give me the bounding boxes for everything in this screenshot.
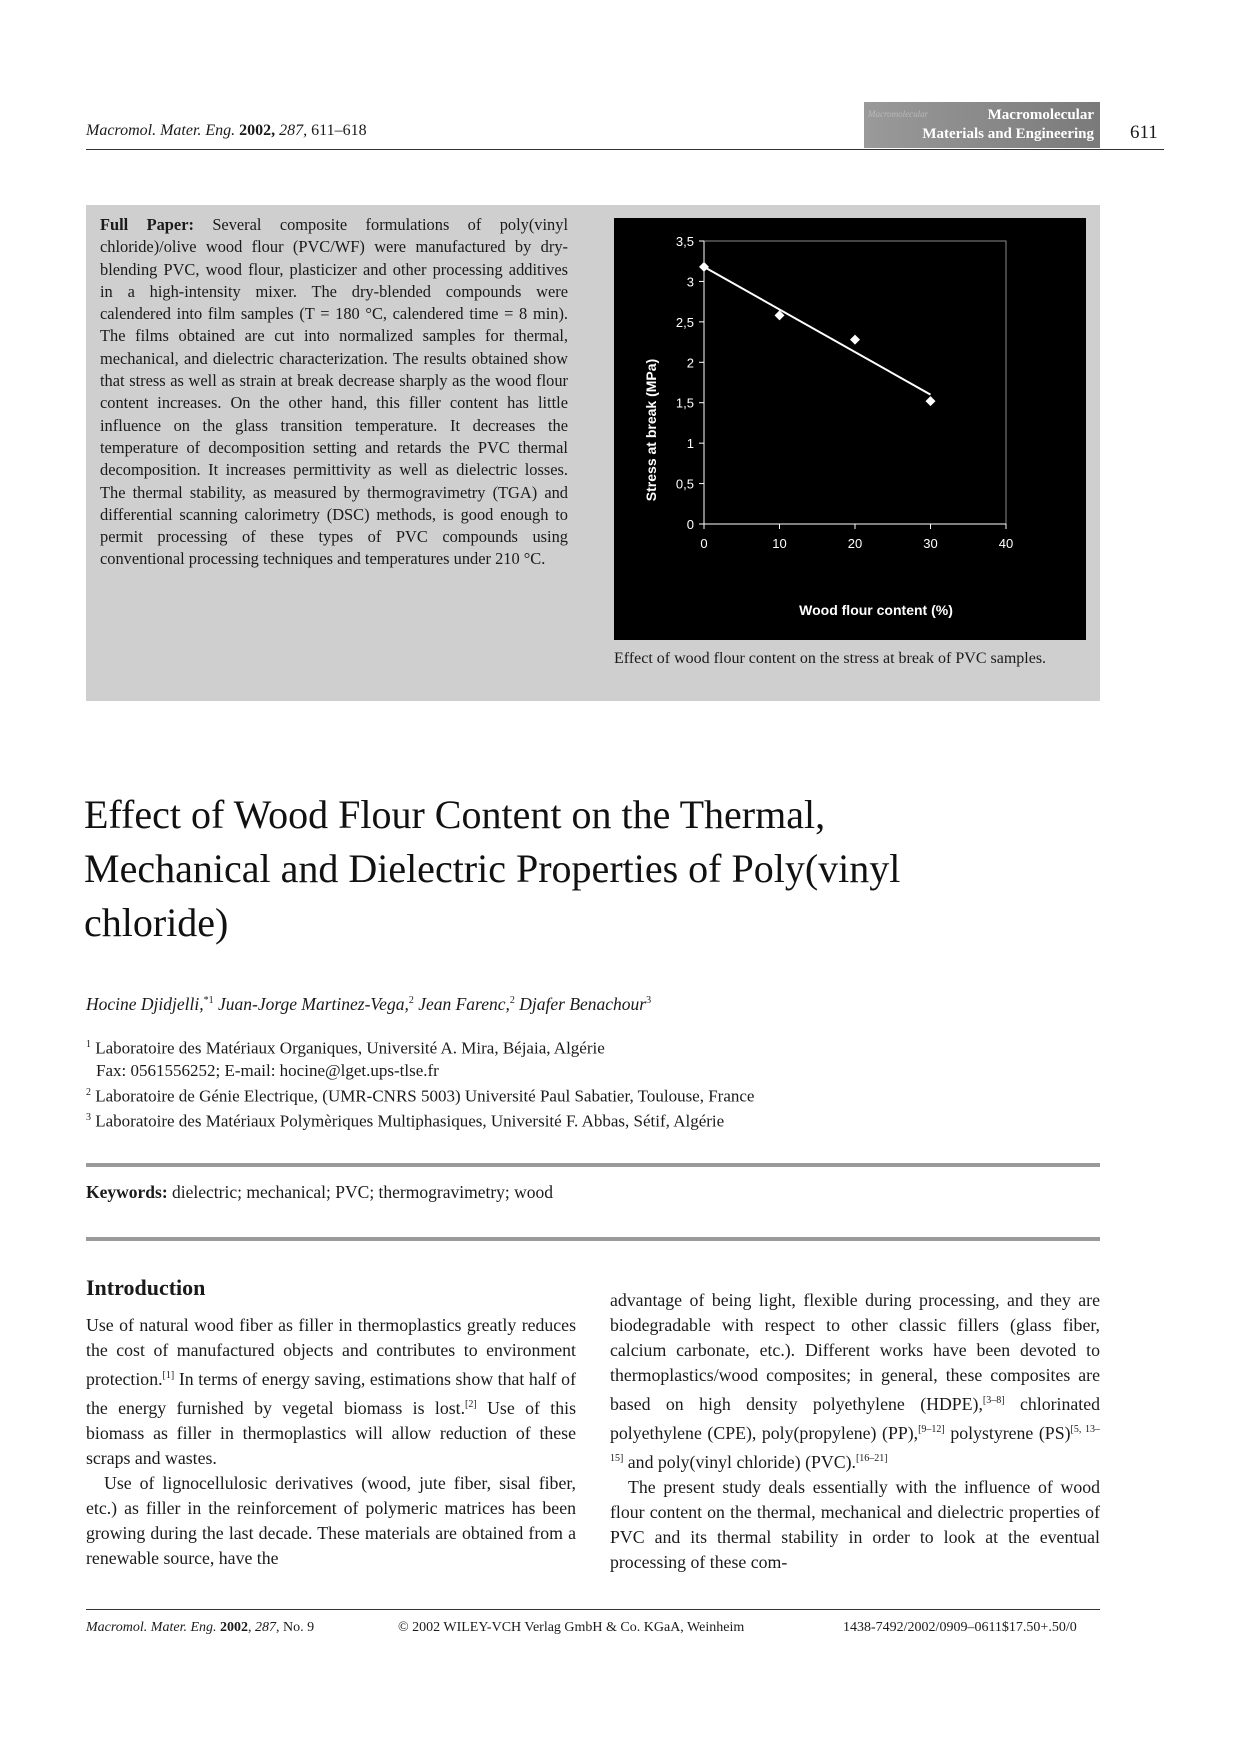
abstract-label: Full Paper: <box>100 215 194 234</box>
journal-name: Macromol. Mater. Eng. <box>86 122 236 139</box>
text-run: polystyrene (PS) <box>944 1422 1071 1443</box>
journal-volume: 287, <box>279 122 308 139</box>
chart-background <box>614 218 1086 640</box>
title-line-1: Effect of Wood Flour Content on the Thermal, <box>84 792 826 837</box>
chart-x-tick-label: 10 <box>772 536 787 551</box>
affiliation-text: Laboratoire des Matériaux Polymèriques Multiphasiques, Université F. Abbas, Sétif, Algérie <box>95 1111 725 1131</box>
chart-x-axis-label: Wood flour content (%) <box>799 602 953 618</box>
introduction-heading: Introduction <box>86 1275 206 1300</box>
author-mark: 2 <box>509 995 515 1007</box>
affiliation-text: Laboratoire des Matériaux Organiques, Université A. Mira, Béjaia, Algérie <box>95 1038 605 1058</box>
chart-y-axis-label: Stress at break (MPa) <box>643 358 659 502</box>
chart-y-tick-label: 3 <box>686 274 694 290</box>
author-mark: *1 <box>203 995 214 1007</box>
keywords-bottom-rule <box>86 1237 1100 1241</box>
abstract-text <box>100 214 568 571</box>
chart-y-tick-label: 2 <box>686 355 694 371</box>
chart-x-tick-label: 30 <box>923 536 938 551</box>
keywords <box>86 1182 553 1203</box>
chart-y-tick-label: 3,5 <box>675 234 694 249</box>
affiliation-mark: 3 <box>86 1112 91 1124</box>
stress-chart <box>614 218 1086 640</box>
right-column <box>610 1288 1100 1575</box>
journal-pages: 611–618 <box>311 122 367 139</box>
chart-y-tick-label: 2,5 <box>675 314 694 330</box>
keywords-top-rule <box>86 1163 1100 1167</box>
footer-volume: 287 <box>255 1620 277 1635</box>
affiliation-line <box>86 1060 754 1082</box>
affiliation-line <box>86 1082 754 1108</box>
page-number: 611 <box>1130 122 1158 143</box>
footer-rule <box>86 1609 1100 1610</box>
chart-y-tick-label: 0,5 <box>675 476 694 492</box>
footer-code: 1438-7492/2002/0909–0611$17.50+.50/0 <box>843 1620 1077 1635</box>
logo-watermark: Macromolecular <box>868 109 929 119</box>
chart-x-tick-label: 0 <box>700 536 708 551</box>
header-rule <box>86 149 1164 150</box>
journal-logo <box>864 102 1100 148</box>
author-name: Djafer Benachour <box>519 994 647 1014</box>
footer-citation: Macromol. Mater. Eng. 2002, 287, No. 9 <box>86 1620 315 1635</box>
citation: [2] <box>465 1398 477 1410</box>
abstract-body: Several composite formulations of poly(vinyl chloride)/olive wood flour (PVC/WF) were manufactured by dry-blending PVC, wood flour, plasticizer and other processing additives in a high-intensity mixer. The dry-blended compounds were calendered into film samples (T = 180 °C, calendered time = 8 min). The films obtained are cut into normalized samples for thermal, mechanical, and dielectric characterization. The results obtained show that stress as well as strain at break decrease sharply as the wood flour content increases. On the other hand, this filler content has little influence on the glass transition temperature. It decreases the temperature of decomposition setting and retards the PVC thermal decomposition. It increases permittivity as well as dielectric losses. The thermal stability, as measured by thermogravimetry (TGA) and differential scanning calorimetry (DSC) methods, is good enough to permit processing of these types of PVC compounds using conventional processing techniques and temperatures under 210 °C. <box>100 215 568 569</box>
text-run: Use of this biomass as filler in thermoplastics will allow reduction of these scraps and wastes. <box>86 1397 576 1468</box>
chart-x-tick-label: 40 <box>998 536 1014 551</box>
keywords-text: dielectric; mechanical; PVC; thermogravimetry; wood <box>172 1182 554 1202</box>
article-title <box>84 788 1084 950</box>
citation: [9–12] <box>918 1423 945 1435</box>
logo-line-2: Materials and Engineering <box>922 126 1094 142</box>
logo-line-1: Macromolecular <box>987 107 1094 123</box>
text-run: Use of natural wood fiber as filler in thermoplastics greatly reduces the cost of manufactured objects and contributes to environment protection. <box>86 1315 576 1389</box>
citation: [16–21] <box>855 1452 888 1464</box>
keywords-label: Keywords: <box>86 1182 168 1202</box>
author-name: Juan-Jorge Martinez-Vega, <box>218 994 409 1014</box>
affiliations <box>86 1034 754 1133</box>
chart-svg <box>614 218 1086 640</box>
running-header <box>86 122 367 140</box>
author-mark: 2 <box>408 995 414 1007</box>
text-run: In terms of energy saving, estimations show that half of the energy furnished by vegetal biomass is lost. <box>86 1368 576 1418</box>
footer-copyright: © 2002 WILEY-VCH Verlag GmbH & Co. KGaA, Weinheim <box>398 1620 745 1635</box>
chart-y-tick-label: 1 <box>686 436 694 452</box>
paragraph: The present study deals essentially with the influence of wood flour content on the thermal, mechanical and dielectric properties of PVC and its thermal stability in order to look at the eventual processing of these com- <box>610 1476 1100 1572</box>
author-list <box>86 994 651 1015</box>
journal-year: 2002, <box>239 122 276 139</box>
chart-x-tick-label: 20 <box>847 536 863 551</box>
footer-year: 2002 <box>220 1620 249 1635</box>
affiliation-contact: Fax: 0561556252; E-mail: hocine@lget.ups-tlse.fr <box>96 1060 439 1080</box>
title-line-3: chloride) <box>84 900 229 945</box>
author-name: Hocine Djidjelli, <box>86 994 204 1014</box>
title-line-2: Mechanical and Dielectric Properties of Poly(vinyl <box>84 846 901 891</box>
citation: [1] <box>162 1370 175 1381</box>
footer-journal: Macromol. Mater. Eng. <box>86 1620 217 1635</box>
affiliation-text: Laboratoire de Génie Electrique, (UMR-CNRS 5003) Université Paul Sabatier, Toulouse, France <box>95 1086 755 1106</box>
author-mark: 3 <box>646 995 652 1007</box>
affiliation-mark: 1 <box>86 1039 91 1050</box>
author-name: Jean Farenc, <box>418 994 510 1014</box>
affiliation-mark: 2 <box>86 1086 91 1098</box>
citation: [5, 13–15] <box>610 1423 1100 1464</box>
figure-caption: Effect of wood flour content on the stress at break of PVC samples. <box>614 650 1047 667</box>
paragraph: Use of lignocellulosic derivatives (wood, jute fiber, sisal fiber, etc.) as filler in the reinforcement of polymeric matrices has been growing during the last decade. These materials are obtained from a renewable source, have the <box>86 1472 576 1568</box>
text-run: and poly(vinyl chloride) (PVC). <box>623 1451 856 1472</box>
chart-y-tick-label: 0 <box>686 517 694 532</box>
footer-issue: No. 9 <box>283 1620 315 1635</box>
text-run: advantage of being light, flexible during processing, and they are biodegradable with respect to other classic fillers (glass fiber, calcium carbonate, etc.). Different works have been devoted to thermoplastics/wood composites; in general, these composites are based on high density polyethylene (HDPE), <box>610 1290 1100 1414</box>
citation: [3–8] <box>982 1395 1005 1406</box>
left-column <box>86 1313 576 1571</box>
affiliation-line <box>86 1034 754 1060</box>
paragraph <box>86 1313 576 1471</box>
chart-y-tick-label: 1,5 <box>675 395 694 411</box>
paragraph <box>610 1288 1100 1475</box>
text-run: chlorinated polyethylene (CPE), poly(propylene) (PP), <box>610 1393 1100 1443</box>
affiliation-line <box>86 1107 754 1133</box>
